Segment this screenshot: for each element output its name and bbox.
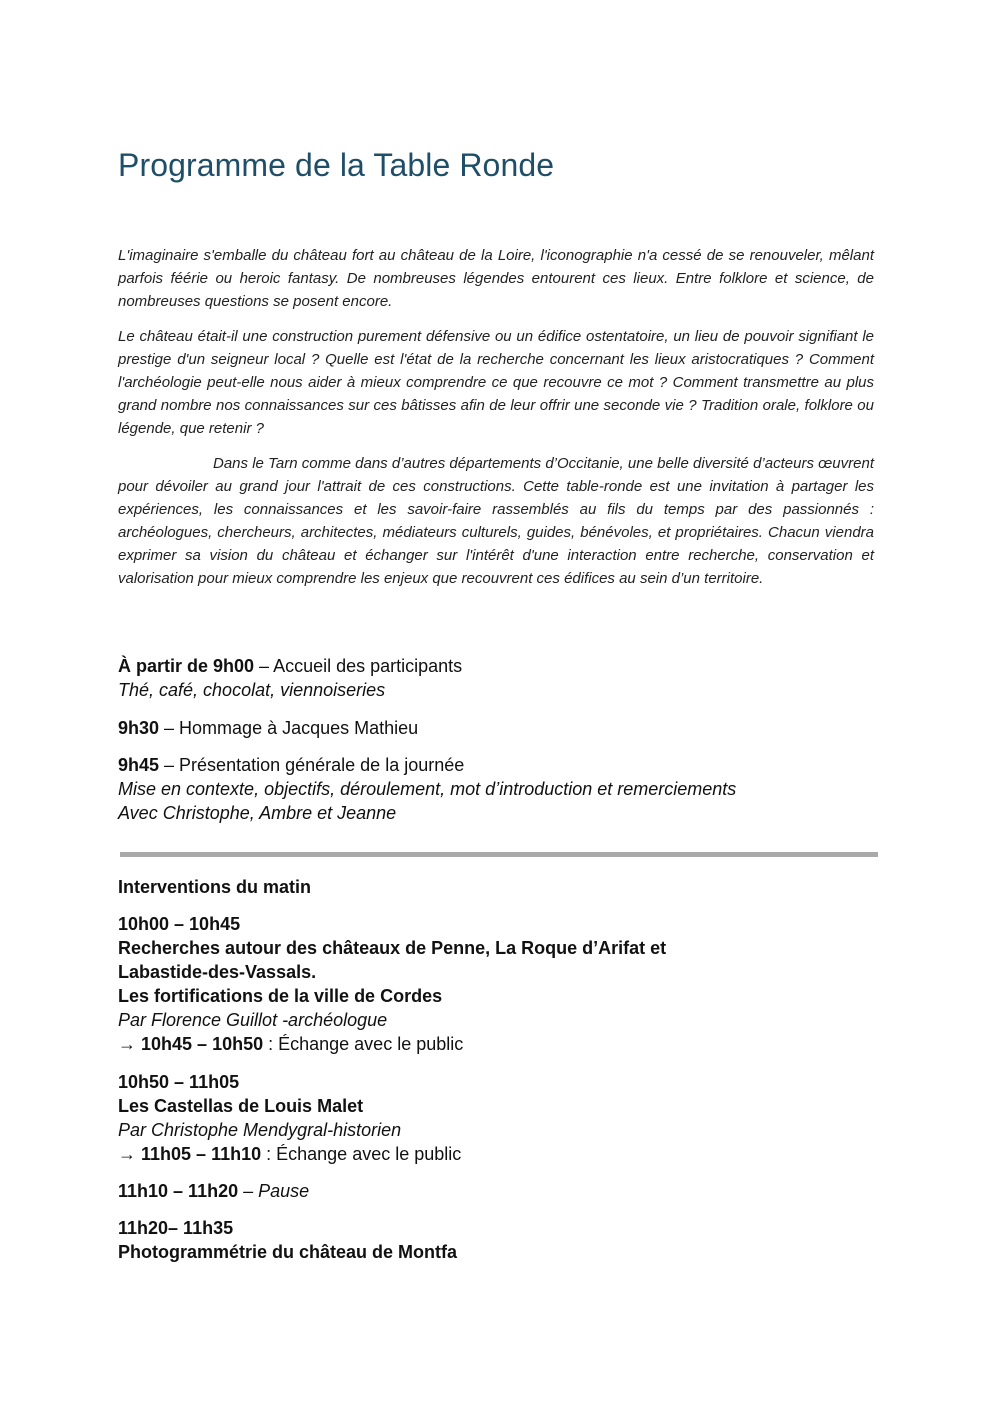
talk-title: Les fortifications de la ville de Cordes bbox=[118, 986, 443, 1006]
event-detail: Mise en contexte, objectifs, déroulement, mot d’introduction et remerciements bbox=[118, 779, 737, 799]
talk-title: Recherches autour des châteaux de Penne, La Roque d’Arifat et bbox=[118, 938, 667, 958]
exchange-time: 10h45 – 10h50 bbox=[141, 1034, 264, 1054]
time-label: 10h50 – 11h05 bbox=[118, 1072, 240, 1092]
schedule-pause bbox=[118, 1179, 878, 1203]
section-divider bbox=[120, 852, 878, 857]
intro-paragraph: L'imaginaire s'emballe du château fort au château de la Loire, l'iconographie n'a cessé de se renouveler, mêlant parfois féérie ou heroic fantasy. De nombreuses légendes entourent ces lieux. Entre folklore et science, de nombreuses questions se posent encore. bbox=[118, 247, 874, 310]
time-label: 9h30 bbox=[118, 718, 160, 738]
arrow-icon: → bbox=[118, 1144, 142, 1164]
event-detail: Thé, café, chocolat, viennoiseries bbox=[118, 680, 386, 700]
introduction bbox=[118, 244, 874, 602]
event-label: Pause bbox=[258, 1181, 310, 1201]
talk-title: Les Castellas de Louis Malet bbox=[118, 1096, 364, 1116]
schedule-talk-1 bbox=[118, 912, 878, 1056]
separator: – bbox=[238, 1181, 259, 1201]
time-label: 10h00 – 10h45 bbox=[118, 914, 241, 934]
intro-paragraph: Le château était-il une construction purement défensive ou un édifice ostentatoire, un lieu de pouvoir signifiant le prestige d'un seigneur local ? Quelle est l'état de la recherche concernant les lieux aristocratiques ? Comment l'archéologie peut-elle nous aider à mieux comprendre ce que recouvre ce mot ? Comment transmettre au plus grand nombre nos connaissances sur ces bâtisses afin de leur offrir une seconde vie ? Tradition orale, folklore ou légende, que retenir ? bbox=[118, 328, 874, 437]
time-label: À partir de 9h00 bbox=[118, 656, 255, 676]
speaker: Par Florence Guillot -archéologue bbox=[118, 1010, 388, 1030]
event-label: Présentation générale de la journée bbox=[179, 755, 465, 775]
event-label: Hommage à Jacques Mathieu bbox=[179, 718, 419, 738]
time-label: 11h20– 11h35 bbox=[118, 1218, 234, 1238]
time-label: 9h45 bbox=[118, 755, 160, 775]
section-heading-morning bbox=[118, 875, 878, 899]
intro-paragraph: Dans le Tarn comme dans d’autres départements d’Occitanie, une belle diversité d’acteurs œuvrent pour dévoiler au grand jour l'attrait de ces constructions. Cette table-ronde est une invitation à partager les expériences, les connaissances et les savoir-faire rassemblés au fils du temps par des passionnés : archéologues, chercheurs, architectes, médiateurs culturels, guides, bénévoles, et propriétaires. Chacun viendra exprimer sa vision du château et échanger sur l'intérêt d'une interaction entre recherche, conservation et valorisation pour mieux comprendre les enjeux que recouvrent ces édifices au sein d’un territoire. bbox=[118, 455, 874, 587]
exchange-label: : Échange avec le public bbox=[263, 1034, 464, 1054]
separator: – bbox=[254, 656, 274, 676]
time-label: 11h10 – 11h20 bbox=[118, 1181, 239, 1201]
event-detail: Avec Christophe, Ambre et Jeanne bbox=[118, 803, 397, 823]
exchange-time: 11h05 – 11h10 bbox=[141, 1144, 262, 1164]
schedule-welcome bbox=[118, 654, 878, 702]
schedule-tribute bbox=[118, 716, 878, 740]
page-title: Programme de la Table Ronde bbox=[118, 147, 555, 183]
section-heading: Interventions du matin bbox=[118, 877, 312, 897]
separator: – bbox=[159, 755, 180, 775]
schedule-talk-3 bbox=[118, 1216, 878, 1264]
talk-title: Photogrammétrie du château de Montfa bbox=[118, 1242, 458, 1262]
schedule-overview bbox=[118, 753, 878, 825]
separator: – bbox=[159, 718, 180, 738]
schedule-talk-2 bbox=[118, 1070, 878, 1166]
exchange-label: : Échange avec le public bbox=[261, 1144, 462, 1164]
talk-title: Labastide-des-Vassals. bbox=[118, 962, 317, 982]
speaker: Par Christophe Mendygral-historien bbox=[118, 1120, 402, 1140]
event-label: Accueil des participants bbox=[273, 656, 463, 676]
arrow-icon: → bbox=[118, 1034, 142, 1054]
